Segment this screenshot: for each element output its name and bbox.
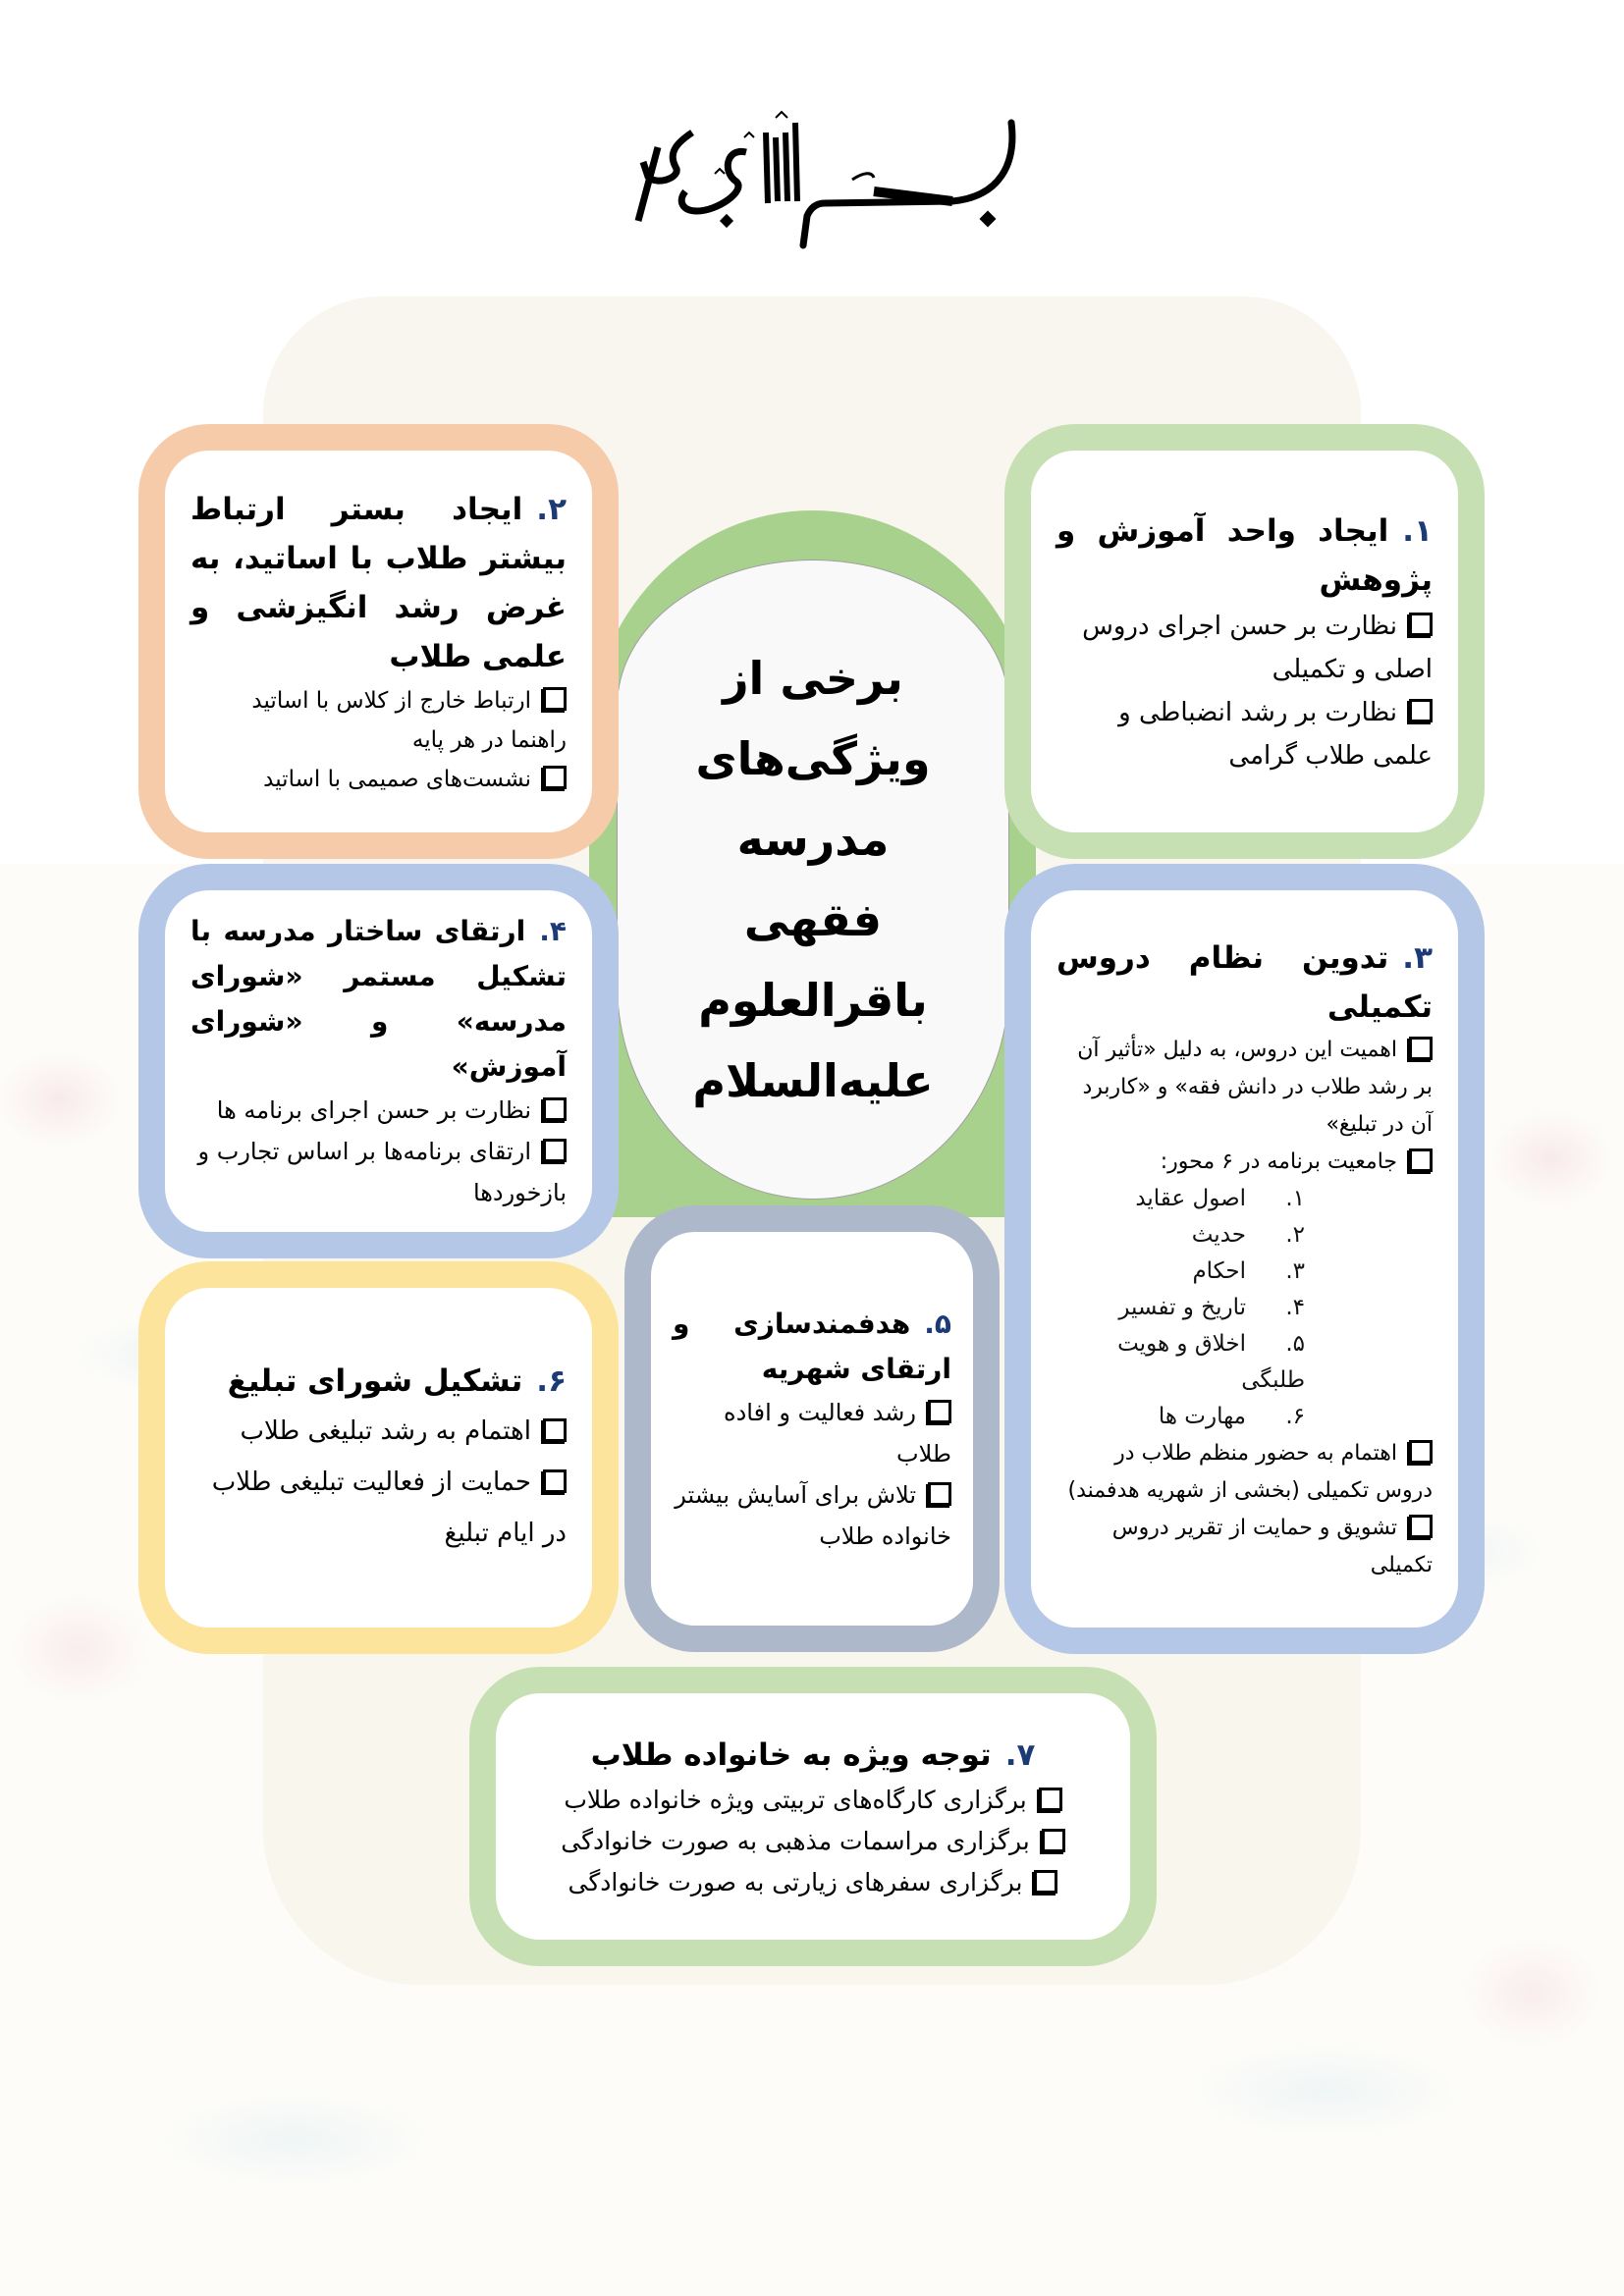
axis-item bbox=[1056, 1181, 1433, 1217]
checkbox-bullet-icon bbox=[1409, 613, 1433, 636]
list-item-text: نشست‌های صمیمی با اساتید bbox=[263, 766, 531, 792]
card-title-text: ایجاد بستر ارتباط بیشتر طلاب با اساتید، به غرض رشد انگیزشی و علمی طلاب bbox=[190, 491, 567, 674]
card-title bbox=[190, 1357, 567, 1406]
list-item bbox=[190, 1090, 567, 1131]
feature-card-school-structure bbox=[138, 864, 619, 1258]
list-item-text: نظارت بر حسن اجرای برنامه ها bbox=[216, 1096, 531, 1124]
card-title-text: ارتقای ساختار مدرسه با تشکیل مستمر «شورای مدرسه» و «شورای آموزش» bbox=[190, 915, 567, 1083]
axis-item bbox=[1056, 1254, 1433, 1290]
list-item bbox=[1056, 1144, 1433, 1181]
page-title-line: ویژگی‌های bbox=[695, 732, 931, 785]
card-title-text: توجه ویژه به خانواده طلاب bbox=[590, 1736, 992, 1773]
list-item bbox=[1056, 1510, 1433, 1584]
feature-card-family-attention bbox=[469, 1667, 1157, 1966]
list-item-text: رشد فعالیت و افاده طلاب bbox=[724, 1398, 951, 1468]
list-item bbox=[1056, 1032, 1433, 1144]
card-number: ۱. bbox=[1402, 512, 1433, 549]
card-number: ۷. bbox=[1004, 1736, 1036, 1773]
card-title-text: ایجاد واحد آموزش و پژوهش bbox=[1056, 512, 1433, 598]
card-number: ۳. bbox=[1402, 940, 1433, 976]
basmala-calligraphy-icon bbox=[628, 93, 1031, 250]
checkbox-bullet-icon bbox=[1409, 699, 1433, 722]
list-item-text: حمایت از فعالیت تبلیغی طلاب در ایام تبلیغ bbox=[211, 1468, 567, 1548]
list-item bbox=[521, 1821, 1105, 1862]
checkbox-bullet-icon bbox=[543, 766, 567, 789]
checkbox-bullet-icon bbox=[1042, 1829, 1065, 1852]
card-number: ۵. bbox=[924, 1307, 951, 1340]
card-title-text: هدفمندسازی و ارتقای شهریه bbox=[673, 1307, 951, 1385]
card-title bbox=[673, 1302, 951, 1392]
checkbox-bullet-icon bbox=[1409, 1515, 1433, 1538]
card-title bbox=[190, 485, 567, 681]
checkbox-bullet-icon bbox=[1039, 1788, 1062, 1811]
list-item bbox=[1056, 605, 1433, 691]
page-title-line: باقرالعلوم bbox=[698, 974, 928, 1027]
list-item-text: تلاش برای آسایش بیشتر خانواده طلاب bbox=[675, 1480, 951, 1550]
feature-card-stipend bbox=[624, 1205, 1000, 1652]
axis-label: حدیث bbox=[1191, 1222, 1246, 1248]
list-item-text: ارتقای برنامه‌ها بر اساس تجارب و بازخوردها bbox=[197, 1138, 567, 1206]
checkbox-bullet-icon bbox=[1409, 1148, 1433, 1172]
list-item-text: اهمیت این دروس، به دلیل «تأثیر آن بر رشد طلاب در دانش فقه» و «کاربرد آن در تبلیغ» bbox=[1077, 1038, 1433, 1137]
list-item bbox=[673, 1392, 951, 1474]
card-title bbox=[521, 1731, 1105, 1780]
axis-number: ۵. bbox=[1285, 1331, 1305, 1357]
feature-card-supplementary-courses bbox=[1004, 864, 1485, 1654]
list-item bbox=[190, 1131, 567, 1213]
list-item bbox=[190, 760, 567, 799]
list-item-text: جامعیت برنامه در ۶ محور: bbox=[1160, 1149, 1397, 1174]
list-item-text: اهتمام به حضور منظم طلاب در دروس تکمیلی (بخشی از شهریه هدفمند) bbox=[1067, 1441, 1433, 1503]
page-title-line: علیه‌السلام bbox=[692, 1054, 934, 1107]
checkbox-bullet-icon bbox=[1409, 1037, 1433, 1060]
axis-label: تاریخ و تفسیر bbox=[1118, 1295, 1246, 1320]
page-title bbox=[666, 638, 960, 1121]
card-title-text: تدوین نظام دروس تکمیلی bbox=[1056, 940, 1433, 1025]
axis-item bbox=[1056, 1290, 1433, 1326]
axis-label: اخلاق و هویت طلبگی bbox=[1117, 1331, 1305, 1393]
feature-card-teacher-relations bbox=[138, 424, 619, 859]
checkbox-bullet-icon bbox=[543, 687, 567, 711]
axis-number: ۳. bbox=[1285, 1258, 1305, 1284]
list-item bbox=[673, 1474, 951, 1557]
list-item bbox=[521, 1862, 1105, 1903]
card-number: ۴. bbox=[539, 915, 567, 947]
checkbox-bullet-icon bbox=[928, 1400, 951, 1423]
center-title-panel bbox=[617, 560, 1009, 1200]
axis-number: ۲. bbox=[1285, 1222, 1305, 1248]
list-item bbox=[190, 1457, 567, 1559]
checkbox-bullet-icon bbox=[543, 1097, 567, 1121]
page-title-line: فقهی bbox=[743, 893, 883, 946]
axis-number: ۴. bbox=[1285, 1295, 1305, 1320]
list-item-text: اهتمام به رشد تبلیغی طلاب bbox=[240, 1416, 531, 1446]
feature-card-research-unit bbox=[1004, 424, 1485, 859]
axis-item bbox=[1056, 1326, 1433, 1399]
list-item-text: برگزاری سفرهای زیارتی به صورت خانوادگی bbox=[568, 1867, 1023, 1896]
list-item bbox=[190, 681, 567, 760]
basmala-calligraphy bbox=[628, 93, 1031, 250]
list-item bbox=[190, 1406, 567, 1457]
card-title-text: تشکیل شورای تبلیغ bbox=[227, 1363, 523, 1399]
list-item bbox=[1056, 1435, 1433, 1510]
list-item bbox=[1056, 691, 1433, 777]
list-item-text: تشویق و حمایت از تقریر دروس تکمیلی bbox=[1111, 1516, 1433, 1577]
checkbox-bullet-icon bbox=[543, 1469, 567, 1493]
checkbox-bullet-icon bbox=[928, 1482, 951, 1506]
axis-label: مهارت ها bbox=[1158, 1404, 1246, 1429]
axis-number: ۶. bbox=[1285, 1404, 1305, 1429]
list-item-text: نظارت بر حسن اجرای دروس اصلی و تکمیلی bbox=[1082, 611, 1433, 684]
list-item-text: نظارت بر رشد انضباطی و علمی طلاب گرامی bbox=[1118, 697, 1433, 771]
checkbox-bullet-icon bbox=[543, 1139, 567, 1162]
list-item-text: ارتباط خارج از کلاس با اساتید راهنما در هر پایه bbox=[251, 687, 567, 753]
checkbox-bullet-icon bbox=[543, 1418, 567, 1442]
list-item-text: برگزاری کارگاه‌های تربیتی ویژه خانواده طلاب bbox=[564, 1785, 1027, 1814]
axis-number: ۱. bbox=[1285, 1186, 1305, 1211]
axis-label: اصول عقاید bbox=[1135, 1186, 1246, 1211]
page-title-line: مدرسه bbox=[736, 813, 890, 866]
card-title bbox=[190, 909, 567, 1090]
axis-item bbox=[1056, 1217, 1433, 1254]
checkbox-bullet-icon bbox=[1034, 1870, 1057, 1894]
card-title bbox=[1056, 934, 1433, 1032]
page-title-line: برخی از bbox=[723, 652, 903, 705]
card-title bbox=[1056, 507, 1433, 605]
axis-label: احکام bbox=[1192, 1258, 1246, 1284]
axis-item bbox=[1056, 1399, 1433, 1435]
list-item bbox=[521, 1780, 1105, 1821]
feature-card-outreach-council bbox=[138, 1261, 619, 1654]
card-number: ۶. bbox=[536, 1363, 567, 1399]
checkbox-bullet-icon bbox=[1409, 1440, 1433, 1464]
list-item-text: برگزاری مراسمات مذهبی به صورت خانوادگی bbox=[561, 1826, 1030, 1855]
card-number: ۲. bbox=[536, 491, 567, 527]
